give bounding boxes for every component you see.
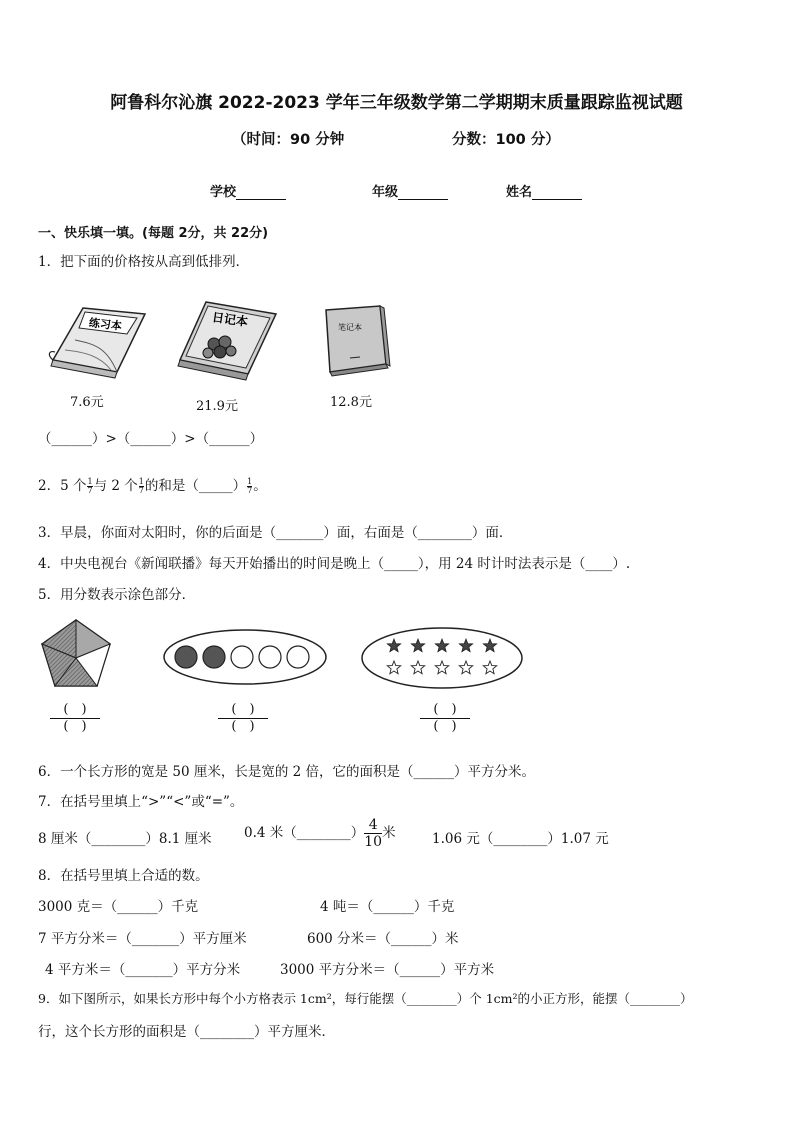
convert-item-3[interactable]: 7 平方分米＝（_______）平方厘米 bbox=[38, 931, 247, 947]
stars-ellipse-figure bbox=[360, 626, 524, 690]
fraction-one-seventh bbox=[87, 478, 92, 495]
answer-fraction-2[interactable]: ( ) ( ) bbox=[218, 702, 268, 735]
school-label: 学校 bbox=[210, 185, 237, 200]
q2-end: 。 bbox=[253, 478, 267, 494]
filled-circle bbox=[203, 646, 225, 668]
fraction-denominator: 7 bbox=[87, 486, 93, 495]
q2-mid: 与 2 个 bbox=[93, 478, 138, 494]
compare-item-2-unit: 米 bbox=[382, 825, 396, 841]
school-field[interactable] bbox=[210, 181, 286, 200]
price-order-blanks[interactable]: （______）>（______）>（______） bbox=[38, 431, 264, 447]
question-7: 7．在括号里填上“>”“<”或“=”。 bbox=[38, 794, 244, 810]
answer-fraction-1[interactable]: ( ) ( ) bbox=[50, 702, 100, 735]
page-title: 阿鲁科尔沁旗 2022-2023 学年三年级数学第二学期期末质量跟踪监视试题 bbox=[110, 93, 683, 113]
convert-item-4[interactable]: 600 分米＝（______）米 bbox=[307, 931, 459, 947]
question-3[interactable]: 3．早晨，你面对太阳时，你的后面是（_______）面，右面是（________）面． bbox=[38, 525, 513, 541]
compare-item-2[interactable] bbox=[244, 817, 396, 850]
exercise-book-cover-text: 练习本 bbox=[88, 316, 123, 333]
empty-circle bbox=[231, 646, 253, 668]
question-6[interactable]: 6．一个长方形的宽是 50 厘米，长是宽的 2 倍，它的面积是（______）平方分米。 bbox=[38, 764, 536, 780]
question-9-line-1[interactable]: 9．如下图所示，如果长方形中每个小方格表示 1cm²，每行能摆（________）个 1cm²的小正方形，能摆（________） bbox=[38, 991, 693, 1006]
grade-label: 年级 bbox=[372, 185, 399, 200]
section-heading: 一、快乐填一填。(每题 2分，共 22分) bbox=[38, 226, 269, 241]
diary-cover-text: 日记本 bbox=[211, 310, 249, 330]
empty-circle bbox=[259, 646, 281, 668]
compare-item-1[interactable]: 8 厘米（________）8.1 厘米 bbox=[38, 831, 212, 847]
fraction-four-tenths: $\frac{4}{10}$ bbox=[364, 817, 383, 850]
question-2 bbox=[38, 474, 267, 495]
convert-item-1[interactable]: 3000 克＝（______）千克 bbox=[38, 899, 199, 915]
fraction-numerator: 1 bbox=[138, 477, 144, 486]
q2-prefix: 2．5 个 bbox=[38, 478, 87, 494]
convert-item-6[interactable]: 3000 平方分米＝（______）平方米 bbox=[280, 962, 495, 978]
shaded-pentagon-figure bbox=[40, 618, 112, 690]
empty-circle bbox=[287, 646, 309, 668]
exercise-book-image bbox=[45, 300, 150, 382]
diary-book-image bbox=[178, 300, 278, 382]
exam-time: （时间：90 分钟 bbox=[232, 132, 345, 148]
price-notebook: 12.8元 bbox=[330, 395, 372, 410]
fraction-denominator: 7 bbox=[247, 486, 253, 495]
price-diary: 21.9元 bbox=[196, 399, 238, 414]
convert-item-2[interactable]: 4 吨＝（______）千克 bbox=[320, 899, 455, 915]
fraction-denominator: 7 bbox=[138, 486, 144, 495]
question-4[interactable]: 4．中央电视台《新闻联播》每天开始播出的时间是晚上（_____），用 24 时计时法表示是（____）. bbox=[38, 556, 631, 572]
fraction-numerator: 1 bbox=[247, 477, 253, 486]
filled-circle bbox=[175, 646, 197, 668]
fraction-one-seventh bbox=[139, 478, 144, 495]
fraction-one-seventh bbox=[247, 478, 252, 495]
answer-fraction-3[interactable]: ( ) ( ) bbox=[420, 702, 470, 735]
grade-field[interactable] bbox=[372, 181, 448, 200]
question-8: 8．在括号里填上合适的数。 bbox=[38, 868, 209, 884]
fraction-numerator: 1 bbox=[87, 477, 93, 486]
notebook-cover-text: 笔记本 bbox=[338, 323, 362, 332]
circles-ellipse-figure bbox=[162, 628, 328, 686]
notebook-image bbox=[320, 306, 392, 378]
question-5: 5．用分数表示涂色部分． bbox=[38, 587, 196, 603]
convert-item-5[interactable]: 4 平方米＝（_______）平方分米 bbox=[45, 962, 241, 978]
name-field[interactable] bbox=[506, 181, 582, 200]
compare-item-2-pre: 0.4 米（________） bbox=[244, 825, 365, 841]
name-label: 姓名 bbox=[506, 185, 533, 200]
question-9-line-2[interactable]: 行，这个长方形的面积是（________）平方厘米． bbox=[38, 1024, 335, 1040]
compare-item-3[interactable]: 1.06 元（________）1.07 元 bbox=[432, 831, 609, 847]
q2-suffix[interactable]: 的和是（_____） bbox=[144, 478, 247, 494]
question-1: 1．把下面的价格按从高到低排列． bbox=[38, 254, 250, 270]
exam-score: 分数：100 分） bbox=[452, 132, 560, 148]
price-exercise-book: 7.6元 bbox=[70, 395, 104, 410]
